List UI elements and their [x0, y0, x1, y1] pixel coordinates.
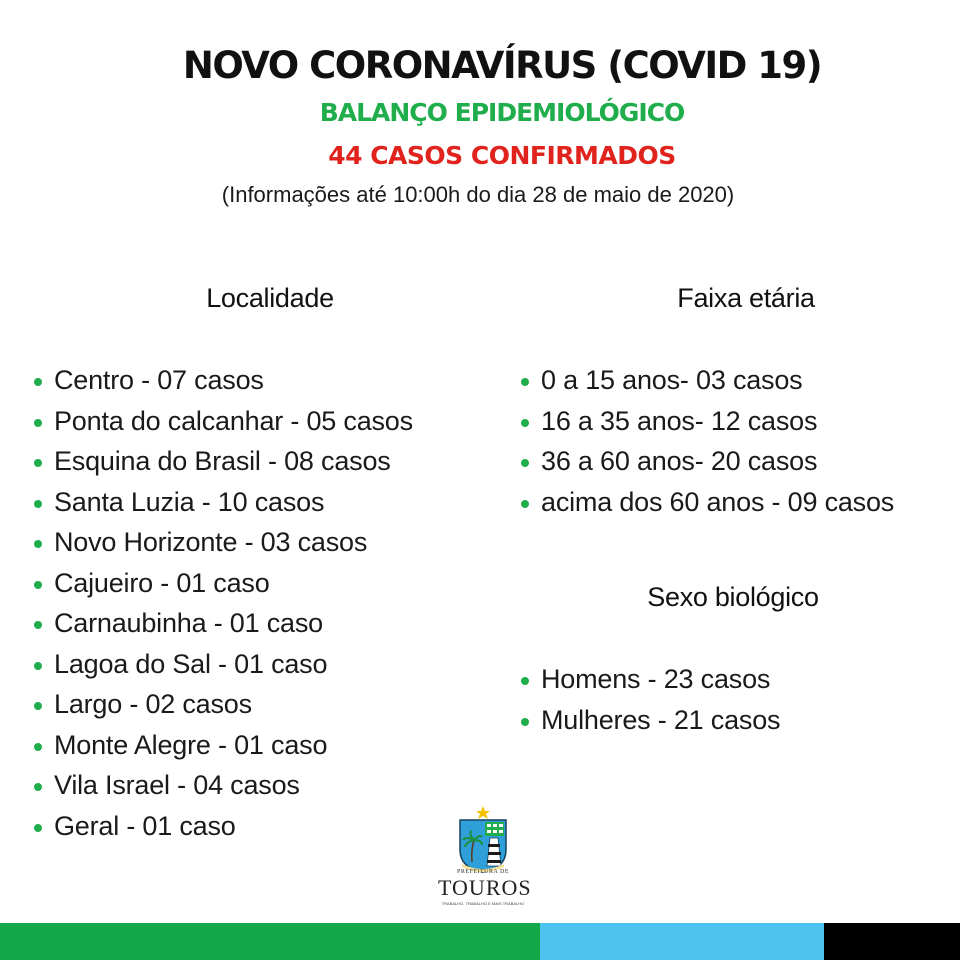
biological-sex-list	[521, 659, 780, 740]
list-item: Santa Luzia - 10 casos	[34, 482, 413, 523]
footer-green-stripe	[0, 923, 540, 960]
list-item: Ponta do calcanhar - 05 casos	[34, 401, 413, 442]
list-item: Homens - 23 casos	[521, 659, 780, 700]
bullet-icon	[34, 621, 42, 629]
list-item: Largo - 02 casos	[34, 684, 413, 725]
bullet-icon	[521, 677, 529, 685]
locality-heading: Localidade	[206, 283, 334, 313]
list-item: 36 a 60 anos- 20 casos	[521, 441, 894, 482]
bullet-icon	[521, 378, 529, 386]
list-item: Esquina do Brasil - 08 casos	[34, 441, 413, 482]
page-title: NOVO CORONAVÍRUS (COVID 19)	[182, 44, 822, 87]
bullet-icon	[34, 662, 42, 670]
bullet-icon	[521, 718, 529, 726]
list-item: 16 a 35 anos- 12 casos	[521, 401, 894, 442]
page-subtitle: BALANÇO EPIDEMIOLÓGICO	[319, 98, 685, 127]
logo-prefeitura-label: PREFEITURA DE	[456, 869, 509, 875]
bullet-icon	[34, 702, 42, 710]
bullet-icon	[34, 581, 42, 589]
bullet-icon	[521, 500, 529, 508]
bullet-icon	[34, 743, 42, 751]
footer-black-stripe	[824, 923, 960, 960]
logo-slogan-label: TRABALHO, TRABALHO E MAIS TRABALHO	[441, 901, 525, 906]
bullet-icon	[521, 419, 529, 427]
locality-list	[34, 360, 413, 846]
list-item: Mulheres - 21 casos	[521, 700, 780, 741]
list-item: Geral - 01 caso	[34, 806, 413, 847]
footer-blue-stripe	[540, 923, 824, 960]
bullet-icon	[34, 500, 42, 508]
bullet-icon	[34, 419, 42, 427]
age-group-heading: Faixa etária	[677, 283, 815, 313]
bullet-icon	[34, 459, 42, 467]
list-item: Monte Alegre - 01 caso	[34, 725, 413, 766]
list-item: acima dos 60 anos - 09 casos	[521, 482, 894, 523]
bullet-icon	[521, 459, 529, 467]
info-date-line: (Informações até 10:00h do dia 28 de maio de 2020)	[221, 182, 735, 207]
list-item: 0 a 15 anos- 03 casos	[521, 360, 894, 401]
confirmed-cases-headline: 44 CASOS CONFIRMADOS	[328, 141, 676, 170]
list-item: Lagoa do Sal - 01 caso	[34, 644, 413, 685]
bullet-icon	[34, 540, 42, 548]
age-group-list	[521, 360, 894, 522]
bullet-icon	[34, 783, 42, 791]
biological-sex-heading: Sexo biológico	[647, 582, 819, 612]
list-item: Cajueiro - 01 caso	[34, 563, 413, 604]
bullet-icon	[34, 824, 42, 832]
list-item: Carnaubinha - 01 caso	[34, 603, 413, 644]
bullet-icon	[34, 378, 42, 386]
list-item: Vila Israel - 04 casos	[34, 765, 413, 806]
list-item: Novo Horizonte - 03 casos	[34, 522, 413, 563]
logo-touros-label: TOUROS	[438, 875, 532, 900]
list-item: Centro - 07 casos	[34, 360, 413, 401]
